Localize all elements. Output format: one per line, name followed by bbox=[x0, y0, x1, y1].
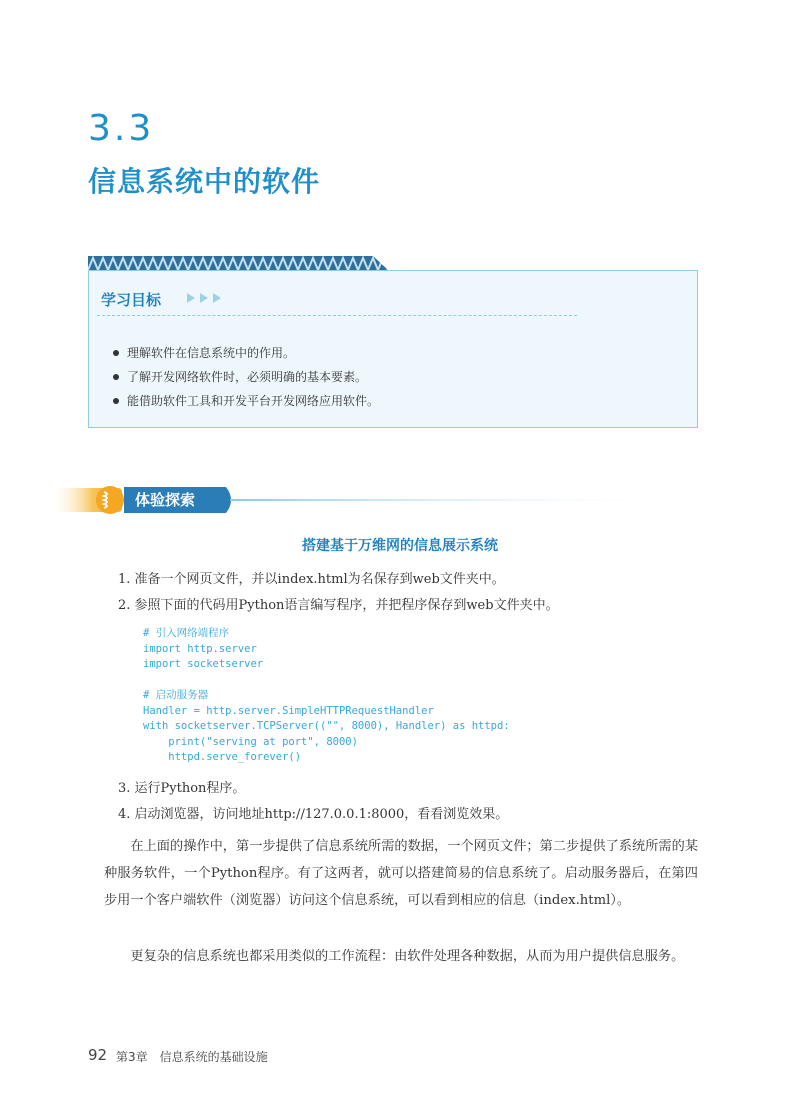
objectives-label: 学习目标 bbox=[101, 291, 162, 309]
objective-item: 理解软件在信息系统中的作用。 bbox=[113, 341, 379, 365]
explore-label: 体验探索 bbox=[135, 491, 196, 509]
code-line: Handler = http.server.SimpleHTTPRequestHandler bbox=[143, 704, 434, 717]
code-line: import socketserver bbox=[143, 658, 264, 670]
code-line: import http.server bbox=[143, 642, 257, 655]
code-line: # 引入网络端程序 bbox=[143, 627, 230, 639]
step-item: 4. 启动浏览器，访问地址http://127.0.0.1:8000，看看浏览效果。 bbox=[118, 807, 509, 822]
learning-objectives-box bbox=[88, 270, 698, 428]
chapter-title: 第3章 信息系统的基础设施 bbox=[116, 1050, 268, 1064]
triple-arrow-icon bbox=[187, 293, 227, 303]
decorative-zigzag-band bbox=[88, 256, 388, 270]
section-title: 信息系统中的软件 bbox=[88, 165, 321, 198]
code-line: with socketserver.TCPServer(("", 8000), Handler) as httpd: bbox=[143, 720, 510, 732]
step-item: 3. 运行Python程序。 bbox=[118, 781, 246, 796]
body-paragraph: 在上面的操作中，第一步提供了信息系统所需的数据，一个网页文件；第二步提供了系统所需的某种服务软件，一个Python程序。有了这两者，就可以搭建简易的信息系统了。启动服务器后，在第四步用一个客户端软件（浏览器）访问这个信息系统，可以看到相应的信息（index.html）。 bbox=[104, 839, 698, 908]
section-number: 3.3 bbox=[88, 108, 155, 149]
body-paragraph: 更复杂的信息系统也都采用类似的工作流程：由软件处理各种数据，从而为用户提供信息服务。 bbox=[130, 949, 685, 964]
objective-item: 了解开发网络软件时，必须明确的基本要素。 bbox=[113, 365, 379, 389]
objectives-divider bbox=[97, 315, 577, 316]
code-line bbox=[143, 673, 510, 689]
code-line: # 启动服务器 bbox=[143, 689, 209, 701]
code-block bbox=[143, 626, 510, 766]
step-item: 2. 参照下面的代码用Python语言编写程序，并把程序保存到web文件夹中。 bbox=[118, 598, 559, 613]
objectives-list bbox=[113, 341, 379, 413]
code-line: print("serving at port", 8000) bbox=[143, 735, 358, 748]
code-line: httpd.serve_forever() bbox=[143, 751, 302, 763]
objective-item: 能借助软件工具和开发平台开发网络应用软件。 bbox=[113, 389, 379, 413]
activity-title: 搭建基于万维网的信息展示系统 bbox=[302, 538, 498, 554]
page-number: 92 bbox=[88, 1046, 108, 1064]
step-item: 1. 准备一个网页文件，并以index.html为名保存到web文件夹中。 bbox=[118, 572, 505, 587]
